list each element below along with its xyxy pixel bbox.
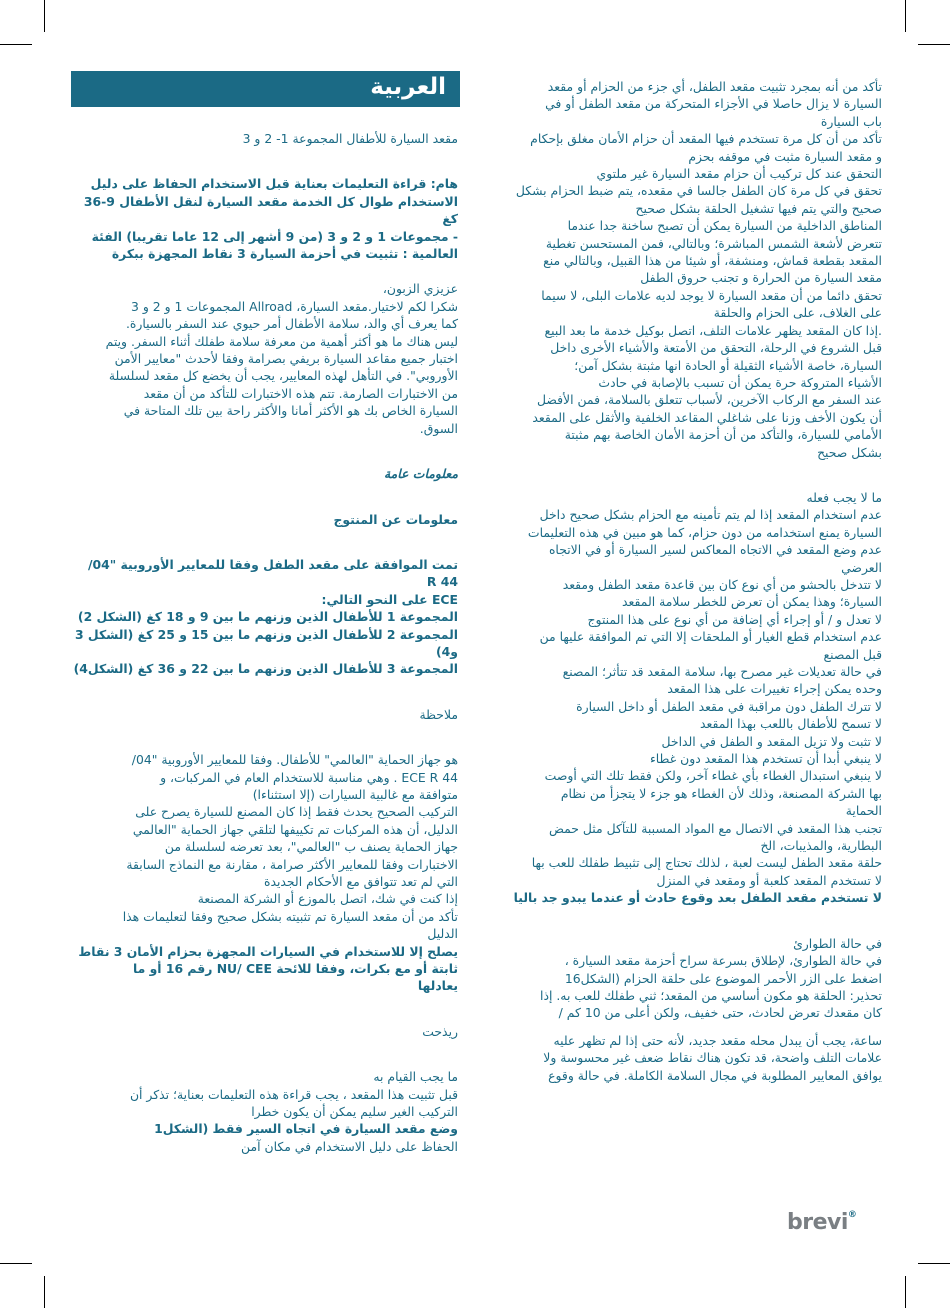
ending-line: علامات التلف واضحة، قد تكون هناك نقاط ضعف غير محسوسة ولا: [543, 1050, 882, 1066]
approval-line: المجموعة 3 للأطفال الذين وزنهم ما بين 22 و 36 كغ (الشكل4): [73, 661, 458, 677]
check-line: باب السيارة: [820, 113, 882, 129]
dont-line: وحده يمكن إجراء تغييرات على هذا المقعد: [667, 681, 882, 697]
check-line: الأشياء المتروكة حرة يمكن أن تسبب بالإصابة في حادث: [598, 374, 882, 390]
important-line: الاستخدام طوال كل الخدمة مقعد السيارة لنقل الأطفال 9-36 كغ: [83, 193, 458, 227]
note-heading: ملاحظة: [419, 706, 458, 722]
dont-line: السيارة يمنع استخدامه من دون حزام، كما هو مبين في هذه التعليمات: [527, 524, 882, 540]
approval-line: ECE على النحو التالي:: [321, 591, 458, 607]
logo-mark: ®: [847, 1210, 857, 1220]
note-bold-line: يصلح إلا للاستخدام في السيارات المجهزة بحزام الأمان 3 نقاط: [78, 943, 458, 959]
dont-line: لا تسمح للأطفال باللعب بهذا المقعد: [700, 716, 882, 732]
dont-line: لا تستخدم المقعد كلعبة أو ومقعد في المنزل: [656, 872, 882, 888]
dont-line: السيارة؛ وهذا يمكن أن تعرض للخطر سلامة المقعد: [622, 594, 882, 610]
general-info-heading: معلومات عامة: [384, 466, 458, 482]
ending-block: [510, 1032, 882, 1084]
note-block: [70, 751, 458, 995]
check-line: بشكل صحيح: [817, 444, 882, 460]
check-line: مقعد السيارة من الحرارة و تجنب حروق الطفل: [640, 270, 882, 286]
check-line: قبل الشروع في الرحلة، التحقق من الأمتعة والأشياء الأخرى داخل: [550, 340, 882, 356]
note-line: الدليل: [427, 926, 458, 942]
note-line: جهاز الحماية يصنف ب "العالمي"، بعد تعرضه لسلسلة من: [164, 839, 458, 855]
todo-line: التركيب الغير سليم يمكن أن يكون خطرا: [251, 1104, 458, 1120]
dont-line: عدم وضع المقعد في الاتجاه المعاكس لسير السيارة أو في الاتجاه: [548, 542, 882, 558]
dont-heading: ما لا يجب فعله: [806, 489, 882, 505]
important-line: العالمية : تثبيت في أحزمة السيارة 3 نقاط المجهزة ببكرة: [111, 246, 458, 262]
intro-line: عزيزي الزبون،: [382, 281, 458, 297]
dont-line: الحماية: [845, 803, 882, 819]
check-line: الأمامي للسيارة، والتأكد من أن أحزمة الأمان الخاصة بهم مثبتة: [564, 427, 882, 443]
emergency-line: اضغط على الزر الأحمر الموضوع على حلقة الحزام (الشكل16: [564, 970, 882, 986]
intro-line: اختبار جميع مقاعد السيارة بريفي بصرامة وفقا لأحدث "معايير الأمن: [114, 351, 458, 367]
dont-line: عدم استخدام قطع الغيار أو الملحقات إلا التي تم الموافقة عليها من: [539, 629, 882, 645]
approval-block: [70, 556, 458, 678]
check-line: .إذا كان المقعد يظهر علامات التلف، اتصل بوكيل خدمة ما بعد البيع: [544, 322, 882, 338]
check-line: تحقق دائما من أن مقعد السيارة لا يوجد لديه علامات البلى، لا سيما: [541, 287, 882, 303]
check-line: تتعرض لأشعة الشمس المباشرة؛ وبالتالي، فمن المستحسن تغطية: [545, 235, 882, 251]
check-line: صحيح والتي يتم فيها تشغيل الحلقة بشكل صحيح: [635, 200, 882, 216]
dont-line: تجنب هذا المقعد في الاتصال مع المواد المسببة للتآكل مثل حمض: [548, 820, 882, 836]
logo-text: brevi: [787, 1210, 848, 1235]
crop-mark: [44, 1276, 45, 1308]
note-line: هو جهاز الحماية "العالمي" للأطفال. وفقا للمعايير الأوروبية "04/: [131, 752, 458, 768]
note-bold-line: يعادلها: [417, 978, 458, 994]
header-title: العربية: [370, 74, 446, 100]
important-notice: [70, 175, 458, 262]
dont-line: لا ينبغي أبدا أن تستخدم هذا المقعد دون غطاء: [649, 751, 882, 767]
check-line: المناطق الداخلية من السيارة يمكن أن تصبح ساخنة جدا عندما: [567, 218, 882, 234]
right-column: [510, 78, 882, 1084]
dont-bold-line: لا تستخدم مقعد الطفل بعد وقوع حادث أو عندما يبدو جد باليا: [513, 890, 882, 906]
dont-line: لا تترك الطفل دون مراقبة في مقعد الطفل أو داخل السيارة: [576, 698, 882, 714]
product-info-heading: معلومات عن المنتوج: [333, 511, 458, 527]
note-line: تأكد من أن مقعد السيارة تم تثبيته بشكل صحيح وفقا لتعليمات هذا: [122, 908, 458, 924]
checks-block: [510, 78, 882, 461]
emergency-block: [510, 952, 882, 1022]
intro-line: شكرا لكم لاختيار.مقعد السيارة، Allroad المجموعات 1 و 2 و 3: [131, 298, 458, 314]
todo-line: الحفاظ على دليل الاستخدام في مكان آمن: [241, 1138, 458, 1154]
emergency-line: كان مقعدك تعرض لحادث، حتى خفيف، ولكن أعلى من 10 كم /: [558, 1005, 882, 1021]
dont-line: لا تثبت ولا تزيل المقعد و الطفل في الداخل: [661, 733, 882, 749]
dont-line: لا تتدخل بالحشو من أي نوع كان بين قاعدة مقعد الطفل ومقعد: [562, 576, 882, 592]
important-line: هام: قراءة التعليمات بعناية قبل الاستخدام الحفاظ على دليل: [90, 176, 458, 192]
todo-line: قبل تثبيت هذا المقعد ، يجب قراءة هذه التعليمات بعناية؛ تذكر أن: [129, 1086, 458, 1102]
note-line: التركيب الصحيح يحدث فقط إذا كان المصنع للسيارة يصرح على: [135, 804, 458, 820]
note-line: إذا كنت في شك، اتصل بالموزع أو الشركة المصنعة: [197, 891, 458, 907]
brevi-logo: [787, 1210, 856, 1235]
ending-line: ساعة، يجب أن يبدل محله مقعد جديد، لأنه حتى إذا لم تظهر عليه: [553, 1032, 882, 1048]
approval-line: تمت الموافقة على مقعد الطفل وفقا للمعايير الأوروبية "04/ 44 R: [87, 556, 458, 590]
dont-line: البطارية، والمذيبات، الخ: [760, 838, 882, 854]
ending-line: يوافق المعايير المطلوبة في مجال السلامة الكاملة. في حالة وقوع: [548, 1067, 882, 1083]
intro-line: من الاختبارات الصارمة. تتم هذه الاختبارات للتأكد من أن مقعد: [143, 385, 458, 401]
left-column: [70, 130, 458, 1155]
emergency-line: تحذير: الحلقة هو مكون أساسي من المقعد؛ ثني طفلك للعب به. إذا: [540, 987, 882, 1003]
approval-line: و4): [436, 643, 458, 659]
note-line: متوافقة مع غالبية السيارات (إلا استثناءا): [252, 786, 458, 802]
crop-mark: [905, 0, 906, 32]
crop-mark: [0, 1263, 32, 1264]
language-header: [71, 71, 460, 107]
todo-bold-line: وضع مقعد السيارة في اتجاه السير فقط (الشكل1: [154, 1121, 458, 1137]
intro-line: الأوروبي". في التأهل لهذه المعايير، يجب أن يخضع كل مقعد لسلسلة: [108, 368, 458, 384]
dont-line: حلقة مقعد الطفل ليست لعبة ، لذلك تحتاج إلى تثبيط طفلك للعب بها: [531, 855, 882, 871]
check-line: تحقق في كل مرة كان الطفل جالسا في مقعده، يتم ضبط الحزام بشكل: [515, 183, 882, 199]
approval-line: المجموعة 1 للأطفال الذين وزنهم ما بين 9 و 18 كغ (الشكل 2): [77, 609, 458, 625]
note-bold-line: ثابتة أو مع بكرات، وفقا للائحة NU/ CEE رقم 16 أو ما: [132, 961, 458, 977]
note-line: 44 ECE R . وهي مناسبة للاستخدام العام في المركبات، و: [160, 769, 458, 785]
intro-paragraph: [70, 280, 458, 437]
dont-line: العرضي: [841, 559, 882, 575]
intro-line: السيارة الخاص بك هو الأكثر أمانا والأكثر راحة بين تلك المتاحة في: [123, 403, 458, 419]
check-line: السيارة، خاصة الأشياء الثقيلة أو الحادة انها مثبتة بشكل آمن؛: [574, 357, 882, 373]
check-line: المقعد بقطعة قماش، ومنشفة، أو شيئا من هذا القبيل، وبالتالي منع: [543, 253, 882, 269]
check-line: و مقعد السيارة مثبت في موقفه بحزم: [688, 148, 882, 164]
intro-line: السوق.: [419, 420, 458, 436]
emergency-heading: في حالة الطوارئ: [793, 935, 882, 951]
intro-line: كما يعرف أي والد، سلامة الأطفال أمر حيوي عند السفر بالسيارة.: [125, 316, 458, 332]
crop-mark: [44, 0, 45, 32]
note-line: الاختبارات وفقا للمعايير الأكثر صرامة ، مقارنة مع النماذج السابقة: [126, 856, 458, 872]
check-line: أن يكون الأخف وزنا على شاغلي المقاعد الخلفية والأثقل على المقعد: [532, 409, 882, 425]
intro-line: ليس هناك ما هو أكثر أهمية من معرفة سلامة طفلك أثناء السفر. ويتم: [105, 333, 458, 349]
crop-mark: [0, 44, 32, 45]
dont-block: [510, 506, 882, 906]
warning-heading: ريذحت: [422, 1023, 458, 1039]
check-line: السيارة لا يزال حاصلا في الأجزاء المتحركة من مقعد الطفل أو في: [545, 96, 882, 112]
check-line: التحقق عند كل تركيب أن حزام مقعد السيارة غير ملتوي: [596, 166, 882, 182]
crop-mark: [918, 1263, 950, 1264]
check-line: على الغلاف، على الحزام والحلقة: [713, 305, 882, 321]
subtitle: مقعد السيارة للأطفال المجموعة 1- 2 و 3: [242, 131, 458, 146]
crop-mark: [918, 44, 950, 45]
note-line: الدليل، أن هذه المركبات تم تكييفها لتلقي جهاز الحماية "العالمي: [132, 821, 458, 837]
crop-mark: [905, 1276, 906, 1308]
dont-line: في حالة تعديلات غير مصرح بها، سلامة المقعد قد تتأثر؛ المصنع: [562, 664, 882, 679]
todo-heading: ما يجب القيام به: [373, 1069, 458, 1085]
check-line: تأكد من أن كل مرة تستخدم فيها المقعد أن حزام الأمان مغلق بإحكام: [530, 131, 882, 147]
important-line: - مجموعات 1 و 2 و 3 (من 9 أشهر إلى 12 عاما تقريبا) الفئة: [91, 228, 458, 244]
dont-line: لا تعدل و / أو إجراء أي إضافة من أي نوع على هذا المنتوج: [587, 611, 882, 627]
dont-line: بها الشركة المصنعة، وذلك لأن الغطاء هو جزء لا يتجزأ من نظام: [560, 785, 882, 801]
emergency-line: في حالة الطوارئ، لإطلاق بسرعة سراح أحزمة مقعد السيارة ،: [564, 953, 882, 969]
check-line: عند السفر مع الركاب الآخرين، لأسباب تتعلق بالسلامة، فمن الأفضل: [536, 392, 882, 408]
approval-line: المجموعة 2 للأطفال الذين وزنهم ما بين 15 و 25 كغ (الشكل 3: [74, 626, 458, 642]
check-line: تأكد من أنه بمجرد تثبيت مقعد الطفل، أي جزء من الحزام أو مقعد: [547, 79, 882, 94]
dont-line: لا ينبغي استبدال الغطاء بأي غطاء آخر، ولكن فقط تلك التي أوصت: [544, 768, 882, 784]
dont-line: عدم استخدام المقعد إذا لم يتم تأمينه مع الحزام بشكل صحيح داخل: [539, 507, 882, 523]
dont-line: قبل المصنع: [823, 646, 882, 662]
note-line: التي لم تعد تتوافق مع الأحكام الجديدة: [263, 874, 458, 889]
